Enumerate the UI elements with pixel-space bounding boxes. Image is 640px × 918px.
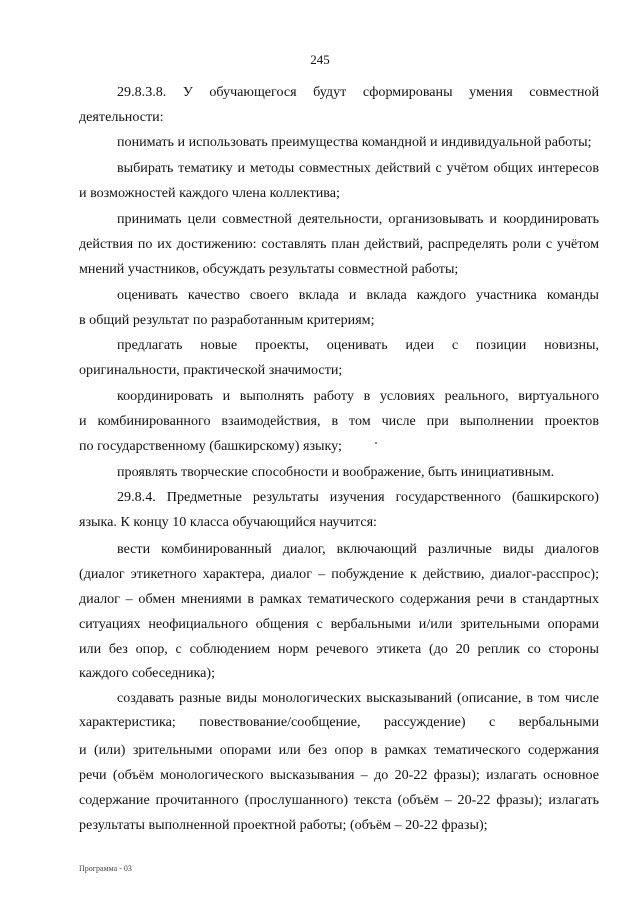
- text-line: (диалог этикетного характера, диалог – побуждение к действию, диалог-расспрос);: [79, 566, 599, 582]
- text-line: диалог – обмен мнениями в рамках тематического содержания речи в стандартных: [79, 591, 599, 607]
- scan-speck: [375, 442, 377, 444]
- text-line: языка. К концу 10 класса обучающийся научится:: [79, 514, 377, 530]
- text-line: речи (объём монологического высказывания – до 20-22 фразы); излагать основное: [79, 767, 599, 783]
- text-line: ситуациях неофициального общения с вербальными и/или зрительными опорами: [79, 616, 599, 632]
- text-line: или без опор, с соблюдением норм речевого этикета (до 20 реплик со стороны: [79, 641, 599, 657]
- text-line: и (или) зрительными опорами или без опор в рамках тематического содержания: [79, 742, 599, 758]
- text-line: проявлять творческие способности и воображение, быть инициативным.: [117, 464, 555, 480]
- text-line: оценивать качество своего вклада и вклада каждого участника команды: [117, 287, 599, 303]
- text-line: и возможностей каждого члена коллектива;: [79, 185, 340, 201]
- text-line: содержание прочитанного (прослушанного) текста (объём – 20-22 фразы); излагать: [79, 792, 599, 808]
- page-footer: Программа - 03: [79, 864, 132, 873]
- text-line: по государственному (башкирскому) языку;: [79, 438, 342, 454]
- text-line: характеристика; повествование/сообщение, рассуждение) с вербальными: [79, 714, 599, 730]
- text-line: предлагать новые проекты, оценивать идеи с позиции новизны,: [117, 337, 599, 353]
- text-line: в общий результат по разработанным критериям;: [79, 312, 375, 328]
- page-number: 245: [310, 52, 330, 67]
- text-line: 29.8.3.8. У обучающегося будут сформированы умения совместной: [117, 84, 599, 100]
- text-line: вести комбинированный диалог, включающий различные виды диалогов: [117, 541, 599, 557]
- text-line: понимать и использовать преимущества командной и индивидуальной работы;: [117, 134, 592, 150]
- text-line: выбирать тематику и методы совместных действий с учётом общих интересов: [117, 160, 599, 176]
- text-line: результаты выполненной проектной работы; (объём – 20-22 фразы);: [79, 817, 488, 833]
- text-line: каждого собеседника);: [79, 665, 215, 681]
- text-line: создавать разные виды монологических высказываний (описание, в том числе: [117, 690, 599, 706]
- text-line: принимать цели совместной деятельности, организовывать и координировать: [117, 211, 599, 227]
- text-line: 29.8.4. Предметные результаты изучения государственного (башкирского): [117, 489, 599, 505]
- text-line: оригинальности, практической значимости;: [79, 362, 343, 378]
- text-line: действия по их достижению: составлять план действий, распределять роли с учётом: [79, 236, 599, 252]
- text-line: координировать и выполнять работу в условиях реального, виртуального: [117, 388, 599, 404]
- text-line: мнений участников, обсуждать результаты совместной работы;: [79, 261, 459, 277]
- text-line: деятельности:: [79, 109, 164, 125]
- text-line: и комбинированного взаимодействия, в том числе при выполнении проектов: [79, 413, 599, 429]
